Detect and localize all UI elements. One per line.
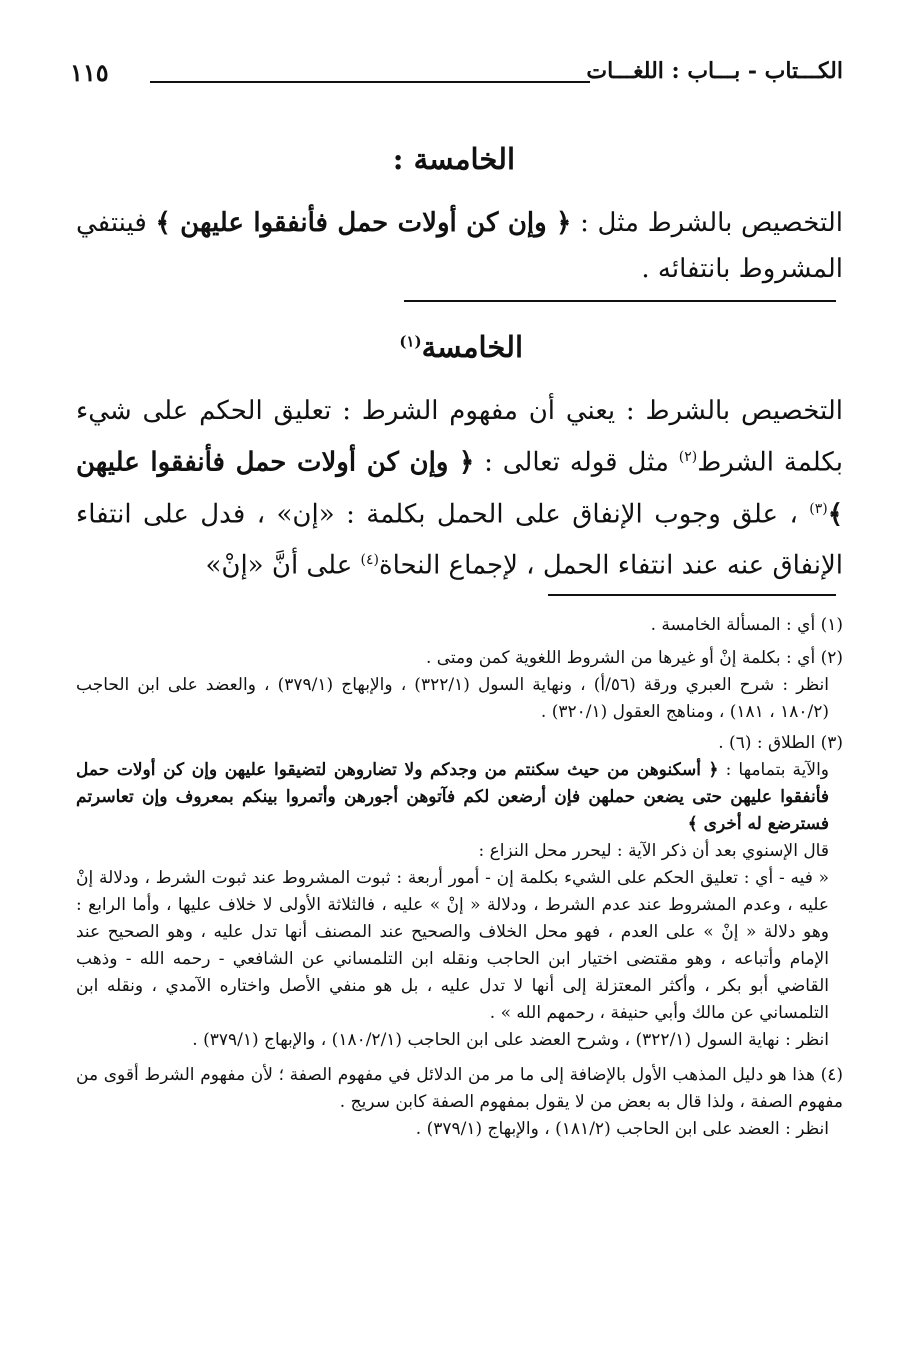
section2-heading-text: الخامسة [421, 330, 523, 364]
running-header [70, 58, 843, 92]
footnote-3-verse-intro: والآية بتمامها : [718, 760, 829, 780]
section2-p3: ، علق وجوب الإنفاق على الحمل بكلمة : «إن» ، فدل على انتفاء الإنفاق عنه عند انتفاء الحمل ، لإجماع النحاة [76, 499, 843, 581]
section1-heading: الخامسة : [392, 142, 515, 176]
footnote-ref-2: (٢) [678, 449, 698, 465]
footnote-4-refs: انظر : العضد على ابن الحاجب (١٨١/٢) ، والإبهاج (٣٧٩/١) . [415, 1119, 829, 1139]
footnote-3-isnawi-quote: « فيه - أي : تعليق الحكم على الشيء بكلمة إن - أمور أربعة : ثبوت المشروط عند ثبوت الشرط ، ودلالة إنْ عليه ، وعدم المشروط عند عدم الشرط ، ودلالة « إنْ » عليه ، فالثلاثة الأولى لا خلاف عليها ، وأما الرابع : وهو دلالة « إنْ » على العدم ، فهو محل الخلاف والصحيح عند المصنف أنها تدل عليه ، وهو الصحيح عند الإمام وأتباعه ، وهو مقتضى اختيار ابن الحاجب ونقله ابن التلمساني عن الشافعي - رحمه الله - وذهب القاضي أبو بكر ، وأكثر المعتزلة إلى أنها لا تدل عليه ، بل هو منفي الأصل واختاره الآمدي ، ونقله ابن التلمساني عن مالك وأبي حنيفة ، رحمهم الله » . [76, 868, 829, 1023]
section2-body [76, 388, 843, 589]
footnote-2-refs: انظر : شرح العبري ورقة (٥٦/أ) ، ونهاية السول (٣٢٢/١) ، والإبهاج (٣٧٩/١) ، والعضد على ابن الحاجب (١٨٠/٢ ، ١٨١) ، ومناهج العقول (٣٢٠/١) . [76, 675, 830, 722]
section2-p1: التخصيص بالشرط : يعني أن مفهوم الشرط : تعليق الحكم على شيء بكلمة الشرط [76, 396, 844, 478]
section2-heading [399, 330, 523, 364]
section1-text-before: التخصيص بالشرط مثل : [571, 208, 843, 238]
section2-quote: ﴿ وإن كن أولات حمل فأنفقوا عليهن ﴾ [76, 447, 843, 530]
footnote-3-refs: انظر : نهاية السول (٣٢٢/١) ، وشرح العضد على ابن الحاجب (١٨٠/٢/١) ، والإبهاج (٣٧٩/١) . [192, 1030, 829, 1050]
section2-p4: على أنَّ «إنْ» [205, 550, 361, 581]
section2-p2: مثل قوله تعالى : [474, 447, 679, 478]
section1-text-after: فينتفي المشروط بانتفائه . [76, 208, 843, 284]
footnote-3-isnawi-intro: قال الإسنوي بعد أن ذكر الآية : ليحرر محل النزاع : [478, 841, 829, 861]
footnote-3-verse-quote: ﴿ أسكنوهن من حيث سكنتم من وجدكم ولا تضاروهن لتضيقوا عليهن وإن كن أولات حمل فأنفقوا عليهن حتى يضعن حملهن فإن أرضعن لكم فآتوهن أجورهن وأتمروا بينكم بمعروف وإن تعاسرتم فسترضع له أخرى ﴾ [76, 760, 829, 834]
footnotes [76, 612, 843, 1143]
footnote-2: (٢) أي : بكلمة إنْ أو غيرها من الشروط اللغوية كمن ومتى . [425, 648, 843, 668]
footnote-ref-3: (٣) [809, 500, 828, 517]
header-rule [150, 81, 590, 83]
section1-body [76, 200, 843, 292]
page-number: ١١٥ [70, 58, 109, 87]
footnote-ref-4: (٤) [360, 552, 379, 569]
footnote-separator [548, 594, 836, 596]
chapter-title: الكـــتاب - بـــاب : اللغـــات [586, 58, 843, 84]
footnote-1: (١) أي : المسألة الخامسة . [650, 615, 843, 635]
footnote-3: (٣) الطلاق : (٦) . [718, 733, 843, 753]
footnote-3-verse [76, 757, 843, 838]
footnote-4: (٤) هذا هو دليل المذهب الأول بالإضافة إلى ما مر من الدلائل في مفهوم الصفة ؛ لأن مفهوم الشرط أقوى من مفهوم الصفة ، ولذا قال به بعض من لا يقول بمفهوم الصفة كابن سريج . [76, 1065, 843, 1112]
footnote-ref-1: (١) [399, 332, 422, 351]
section1-quote: ﴿ وإن كن أولات حمل فأنفقوا عليهن ﴾ [155, 208, 572, 238]
section-separator [404, 300, 836, 302]
